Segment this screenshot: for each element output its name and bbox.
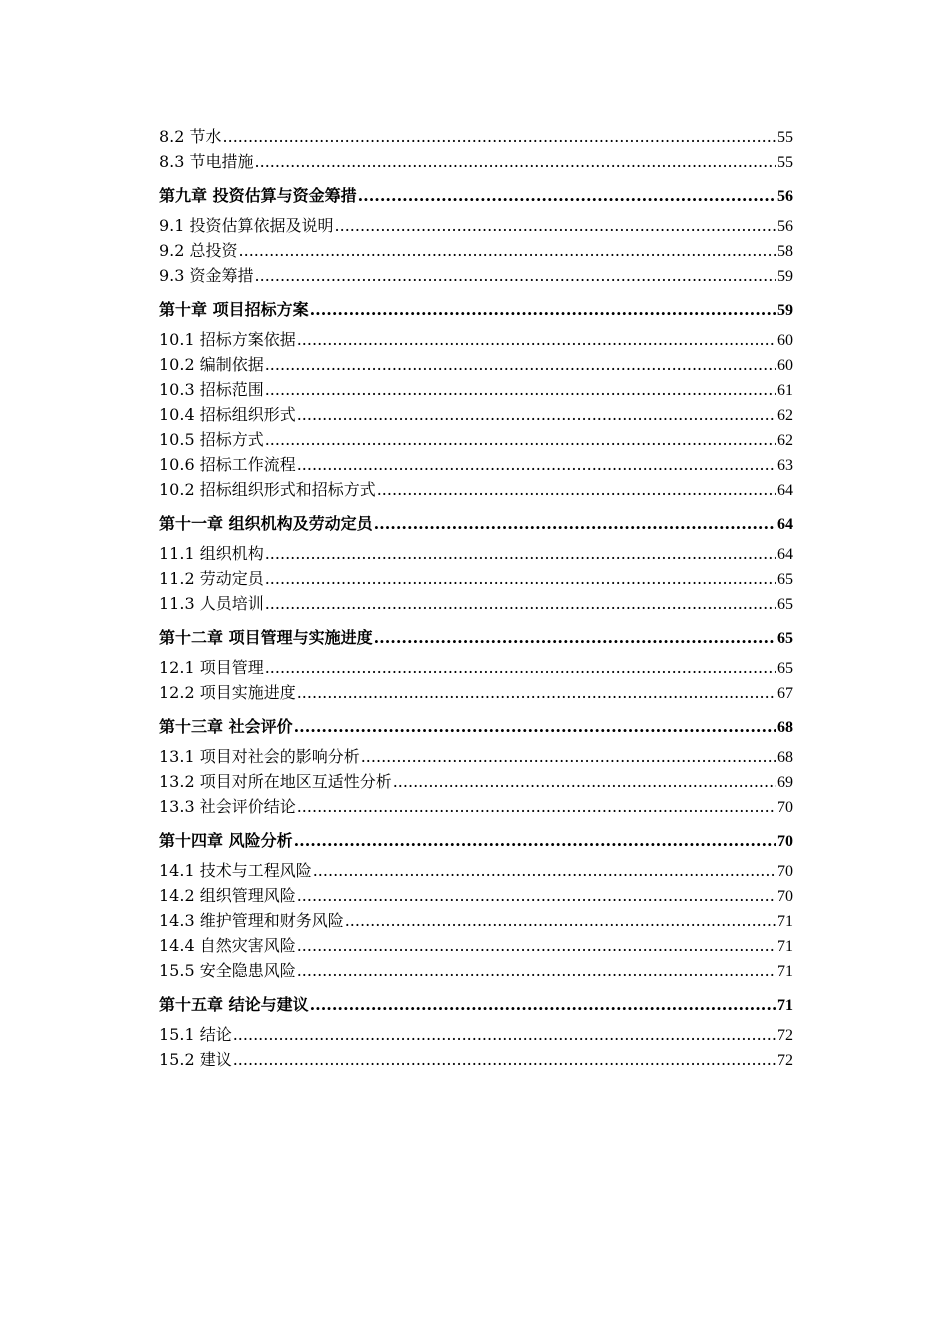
dot-leader [297, 327, 776, 352]
toc-section-entry[interactable] [159, 883, 793, 908]
toc-entry-page-number: 68 [777, 749, 793, 766]
toc-section-entry[interactable] [159, 427, 793, 452]
toc-entry-label: 第十三章 社会评价 [159, 717, 293, 736]
toc-entry-page-number: 64 [777, 516, 793, 533]
toc-entry-page-number: 59 [777, 302, 793, 319]
toc-section-entry[interactable] [159, 1022, 793, 1047]
dot-leader [361, 744, 776, 769]
toc-entry-page-number: 65 [777, 571, 793, 588]
toc-entry-page-number: 64 [777, 546, 793, 563]
toc-entry-label: 14.3 维护管理和财务风险 [159, 911, 344, 930]
toc-section-entry[interactable] [159, 858, 793, 883]
dot-leader [297, 402, 776, 427]
toc-section-entry[interactable] [159, 794, 793, 819]
toc-entry-label: 8.2 节水 [159, 127, 222, 146]
toc-entry-page-number: 67 [777, 685, 793, 702]
toc-entry-label: 第十五章 结论与建议 [159, 995, 309, 1014]
toc-entry-label: 9.3 资金筹措 [159, 266, 254, 285]
dot-leader [239, 238, 776, 263]
dot-leader [393, 769, 776, 794]
toc-section-entry[interactable] [159, 213, 793, 238]
dot-leader [265, 377, 776, 402]
dot-leader [265, 352, 776, 377]
toc-entry-label: 10.2 招标组织形式和招标方式 [159, 480, 376, 499]
dot-leader [374, 621, 776, 655]
toc-entry-page-number: 56 [777, 188, 793, 205]
toc-entry-page-number: 59 [777, 268, 793, 285]
toc-chapter-entry[interactable] [159, 988, 793, 1022]
toc-section-entry[interactable] [159, 933, 793, 958]
toc-entry-label: 9.2 总投资 [159, 241, 238, 260]
toc-section-entry[interactable] [159, 352, 793, 377]
toc-entry-label: 10.3 招标范围 [159, 380, 264, 399]
toc-entry-page-number: 65 [777, 596, 793, 613]
toc-entry-page-number: 71 [777, 913, 793, 930]
toc-section-entry[interactable] [159, 452, 793, 477]
toc-entry-label: 8.3 节电措施 [159, 152, 254, 171]
toc-entry-page-number: 58 [777, 243, 793, 260]
toc-section-entry[interactable] [159, 327, 793, 352]
toc-section-entry[interactable] [159, 238, 793, 263]
toc-section-entry[interactable] [159, 402, 793, 427]
dot-leader [223, 124, 776, 149]
toc-entry-label: 11.3 人员培训 [159, 594, 264, 613]
dot-leader [297, 883, 776, 908]
dot-leader [297, 958, 776, 983]
toc-chapter-entry[interactable] [159, 293, 793, 327]
toc-entry-page-number: 60 [777, 357, 793, 374]
toc-entry-page-number: 65 [777, 630, 793, 647]
toc-entry-page-number: 70 [777, 799, 793, 816]
toc-entry-page-number: 71 [777, 963, 793, 980]
toc-entry-page-number: 62 [777, 407, 793, 424]
toc-chapter-entry[interactable] [159, 179, 793, 213]
toc-entry-label: 13.1 项目对社会的影响分析 [159, 747, 360, 766]
toc-entry-label: 10.5 招标方式 [159, 430, 264, 449]
toc-entry-label: 第十一章 组织机构及劳动定员 [159, 514, 373, 533]
toc-entry-label: 第十二章 项目管理与实施进度 [159, 628, 373, 647]
dot-leader [335, 213, 776, 238]
dot-leader [377, 477, 776, 502]
toc-entry-label: 14.1 技术与工程风险 [159, 861, 312, 880]
toc-entry-label: 14.2 组织管理风险 [159, 886, 296, 905]
toc-entry-label: 15.2 建议 [159, 1050, 232, 1069]
toc-section-entry[interactable] [159, 769, 793, 794]
toc-entry-page-number: 70 [777, 888, 793, 905]
toc-entry-label: 10.2 编制依据 [159, 355, 264, 374]
toc-chapter-entry[interactable] [159, 824, 793, 858]
toc-section-entry[interactable] [159, 908, 793, 933]
dot-leader [255, 263, 776, 288]
toc-section-entry[interactable] [159, 655, 793, 680]
toc-section-entry[interactable] [159, 680, 793, 705]
toc-entry-label: 12.1 项目管理 [159, 658, 264, 677]
toc-section-entry[interactable] [159, 263, 793, 288]
toc-entry-page-number: 72 [777, 1027, 793, 1044]
toc-section-entry[interactable] [159, 744, 793, 769]
dot-leader [233, 1022, 776, 1047]
toc-entry-page-number: 71 [777, 997, 793, 1014]
dot-leader [255, 149, 776, 174]
toc-entry-page-number: 62 [777, 432, 793, 449]
toc-entry-label: 10.4 招标组织形式 [159, 405, 296, 424]
toc-entry-label: 10.6 招标工作流程 [159, 455, 296, 474]
toc-chapter-entry[interactable] [159, 621, 793, 655]
toc-entry-page-number: 55 [777, 129, 793, 146]
dot-leader [265, 655, 776, 680]
dot-leader [233, 1047, 776, 1072]
toc-entry-label: 11.1 组织机构 [159, 544, 264, 563]
toc-entry-page-number: 71 [777, 938, 793, 955]
dot-leader [294, 824, 776, 858]
toc-entry-page-number: 70 [777, 833, 793, 850]
toc-entry-label: 11.2 劳动定员 [159, 569, 264, 588]
table-of-contents [159, 124, 793, 1072]
toc-section-entry[interactable] [159, 477, 793, 502]
dot-leader [374, 507, 776, 541]
toc-entry-label: 第九章 投资估算与资金筹措 [159, 186, 357, 205]
toc-entry-label: 13.2 项目对所在地区互适性分析 [159, 772, 392, 791]
toc-entry-page-number: 69 [777, 774, 793, 791]
toc-entry-label: 第十章 项目招标方案 [159, 300, 309, 319]
toc-entry-page-number: 72 [777, 1052, 793, 1069]
toc-entry-page-number: 68 [777, 719, 793, 736]
dot-leader [297, 933, 776, 958]
dot-leader [310, 988, 776, 1022]
toc-entry-label: 15.5 安全隐患风险 [159, 961, 296, 980]
toc-section-entry[interactable] [159, 1047, 793, 1072]
toc-entry-label: 10.1 招标方案依据 [159, 330, 296, 349]
toc-entry-label: 9.1 投资估算依据及说明 [159, 216, 334, 235]
dot-leader [265, 541, 776, 566]
toc-entry-label: 15.1 结论 [159, 1025, 232, 1044]
toc-entry-page-number: 64 [777, 482, 793, 499]
toc-entry-page-number: 60 [777, 332, 793, 349]
toc-entry-label: 14.4 自然灾害风险 [159, 936, 296, 955]
toc-chapter-entry[interactable] [159, 710, 793, 744]
toc-entry-label: 13.3 社会评价结论 [159, 797, 296, 816]
dot-leader [345, 908, 776, 933]
dot-leader [358, 179, 776, 213]
toc-section-entry[interactable] [159, 377, 793, 402]
toc-entry-page-number: 70 [777, 863, 793, 880]
dot-leader [297, 680, 776, 705]
toc-entry-page-number: 55 [777, 154, 793, 171]
toc-entry-label: 12.2 项目实施进度 [159, 683, 296, 702]
dot-leader [265, 427, 776, 452]
toc-section-entry[interactable] [159, 149, 793, 174]
toc-section-entry[interactable] [159, 591, 793, 616]
toc-entry-page-number: 61 [777, 382, 793, 399]
toc-section-entry[interactable] [159, 124, 793, 149]
dot-leader [265, 591, 776, 616]
dot-leader [310, 293, 776, 327]
toc-entry-page-number: 63 [777, 457, 793, 474]
toc-section-entry[interactable] [159, 541, 793, 566]
dot-leader [297, 452, 776, 477]
toc-section-entry[interactable] [159, 566, 793, 591]
dot-leader [313, 858, 776, 883]
dot-leader [297, 794, 776, 819]
toc-entry-label: 第十四章 风险分析 [159, 831, 293, 850]
toc-entry-page-number: 56 [777, 218, 793, 235]
dot-leader [294, 710, 776, 744]
toc-entry-page-number: 65 [777, 660, 793, 677]
toc-chapter-entry[interactable] [159, 507, 793, 541]
dot-leader [265, 566, 776, 591]
toc-section-entry[interactable] [159, 958, 793, 983]
